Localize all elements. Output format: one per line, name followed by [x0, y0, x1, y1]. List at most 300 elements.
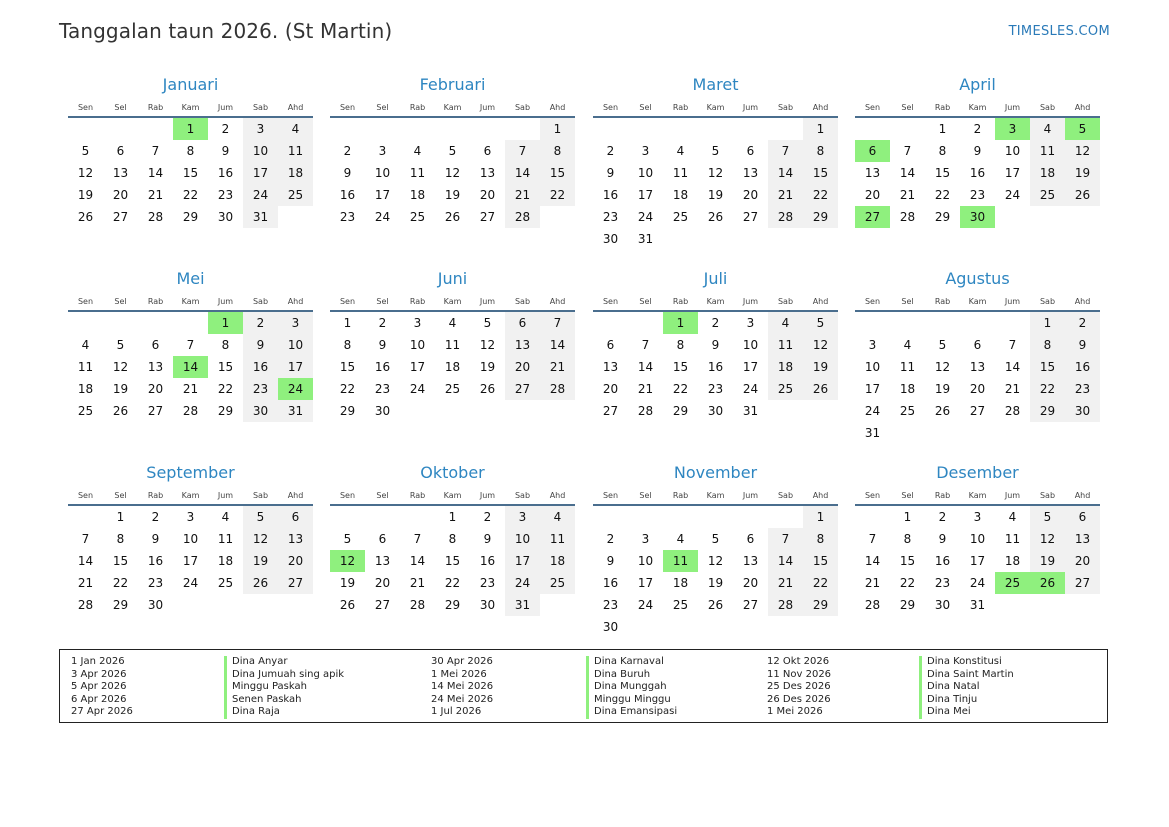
- empty-cell: [593, 118, 628, 140]
- day-cell: 10: [637, 166, 654, 180]
- holiday-day: 25: [995, 572, 1030, 594]
- day-cell: 31: [278, 400, 313, 422]
- holiday-name: Dina Konstitusi: [919, 656, 1014, 669]
- day-cell: 18: [278, 162, 313, 184]
- weekday-label: Kam: [181, 491, 200, 500]
- day-cell: 7: [768, 140, 803, 162]
- day-cell: 14: [77, 554, 94, 568]
- day-cell: 25: [444, 382, 461, 396]
- day-cell: 4: [1008, 510, 1017, 524]
- day-cell: 7: [641, 338, 650, 352]
- day-cell: 1: [803, 118, 838, 140]
- day-cell: 25: [540, 572, 575, 594]
- weekday-label: Sel: [114, 297, 127, 306]
- weekday-label: Sab: [514, 297, 531, 306]
- day-cell: 9: [221, 144, 230, 158]
- day-cell: 19: [707, 188, 724, 202]
- day-cell: 5: [448, 144, 457, 158]
- day-cell: 16: [243, 356, 278, 378]
- day-cell: 5: [243, 506, 278, 528]
- day-cell: 5: [711, 532, 720, 546]
- day-cell: 9: [151, 532, 160, 546]
- holiday-day: 24: [278, 378, 313, 400]
- day-cell: 29: [899, 598, 916, 612]
- day-cell: 31: [637, 232, 654, 246]
- day-cell: 21: [768, 572, 803, 594]
- days-grid: [855, 506, 1100, 616]
- day-cell: 3: [641, 144, 650, 158]
- day-cell: 24: [969, 576, 986, 590]
- day-cell: 21: [1004, 382, 1021, 396]
- day-cell: 3: [378, 144, 387, 158]
- day-cell: 30: [147, 598, 164, 612]
- day-cell: 22: [444, 576, 461, 590]
- empty-cell: [925, 312, 960, 334]
- day-cell: 15: [540, 162, 575, 184]
- weekday-header: [68, 294, 313, 312]
- day-cell: 20: [1065, 550, 1100, 572]
- weekday-label: Sen: [864, 297, 881, 306]
- day-cell: 16: [602, 188, 619, 202]
- day-cell: 22: [1030, 378, 1065, 400]
- holiday-date: 1 Jan 2026: [71, 656, 125, 667]
- weekday-label: Sab: [252, 491, 269, 500]
- empty-cell: [470, 118, 505, 140]
- weekday-header: [593, 294, 838, 312]
- day-cell: 12: [444, 166, 461, 180]
- day-cell: 23: [934, 576, 951, 590]
- month-title: Agustus: [945, 269, 1010, 288]
- holiday-date: 24 Mei 2026: [431, 693, 494, 705]
- day-cell: 10: [243, 140, 278, 162]
- day-cell: 12: [479, 338, 496, 352]
- day-cell: 30: [479, 598, 496, 612]
- day-cell: 23: [969, 188, 986, 202]
- site-link[interactable]: TIMESLES.COM: [1008, 24, 1110, 39]
- weekday-header: [855, 100, 1100, 118]
- day-cell: 26: [339, 598, 356, 612]
- days-grid: [593, 312, 838, 422]
- weekday-label: Kam: [968, 297, 987, 306]
- legend-dates-column: [431, 656, 493, 719]
- holiday-date: 27 Apr 2026: [71, 706, 133, 718]
- day-cell: 14: [409, 554, 426, 568]
- weekday-label: Ahd: [287, 297, 304, 306]
- day-cell: 11: [672, 166, 689, 180]
- day-cell: 24: [637, 210, 654, 224]
- day-cell: 7: [1008, 338, 1017, 352]
- day-cell: 8: [903, 532, 912, 546]
- day-cell: 17: [637, 576, 654, 590]
- weekday-label: Kam: [443, 103, 462, 112]
- weekday-label: Ahd: [812, 103, 829, 112]
- day-cell: 9: [711, 338, 720, 352]
- empty-cell: [68, 506, 103, 528]
- day-cell: 5: [938, 338, 947, 352]
- day-cell: 20: [864, 188, 881, 202]
- day-cell: 26: [77, 210, 94, 224]
- day-cell: 13: [969, 360, 986, 374]
- day-cell: 12: [112, 360, 129, 374]
- day-cell: 5: [116, 338, 125, 352]
- day-cell: 14: [540, 334, 575, 356]
- empty-cell: [733, 118, 768, 140]
- day-cell: 18: [1004, 554, 1021, 568]
- holiday-name: Senen Paskah: [224, 694, 344, 707]
- day-cell: 22: [182, 188, 199, 202]
- day-cell: 27: [1065, 572, 1100, 594]
- day-cell: 12: [803, 334, 838, 356]
- holiday-name: Dina Saint Martin: [919, 669, 1014, 682]
- weekday-label: Ahd: [1074, 297, 1091, 306]
- day-cell: 19: [934, 382, 951, 396]
- day-cell: 15: [803, 550, 838, 572]
- weekday-label: Rab: [409, 103, 426, 112]
- day-cell: 12: [243, 528, 278, 550]
- day-cell: 21: [505, 184, 540, 206]
- holiday-day: 1: [663, 312, 698, 334]
- day-cell: 28: [1004, 404, 1021, 418]
- day-cell: 2: [606, 532, 615, 546]
- day-cell: 1: [938, 122, 947, 136]
- day-cell: 28: [768, 206, 803, 228]
- day-cell: 16: [374, 360, 391, 374]
- weekday-label: Rab: [147, 103, 164, 112]
- day-cell: 29: [934, 210, 951, 224]
- empty-cell: [628, 118, 663, 140]
- holiday-date: 3 Apr 2026: [71, 668, 127, 680]
- day-cell: 18: [217, 554, 234, 568]
- day-cell: 16: [1065, 356, 1100, 378]
- day-cell: 3: [746, 316, 755, 330]
- weekday-label: Rab: [672, 491, 689, 500]
- day-cell: 4: [903, 338, 912, 352]
- day-cell: 18: [444, 360, 461, 374]
- day-cell: 2: [243, 312, 278, 334]
- day-cell: 2: [483, 510, 492, 524]
- day-cell: 30: [217, 210, 234, 224]
- day-cell: 16: [707, 360, 724, 374]
- empty-cell: [593, 312, 628, 334]
- day-cell: 23: [243, 378, 278, 400]
- day-cell: 3: [186, 510, 195, 524]
- day-cell: 9: [973, 144, 982, 158]
- day-cell: 3: [278, 312, 313, 334]
- weekday-label: Jum: [1004, 103, 1021, 112]
- month-title: Maret: [692, 75, 739, 94]
- weekday-label: Sen: [77, 491, 94, 500]
- day-cell: 24: [505, 572, 540, 594]
- days-grid: [330, 506, 575, 616]
- legend-names-column: [919, 656, 1014, 719]
- holiday-day: 1: [208, 312, 243, 334]
- weekday-label: Sen: [339, 103, 356, 112]
- day-cell: 9: [938, 532, 947, 546]
- day-cell: 30: [1065, 400, 1100, 422]
- holiday-date: 14 Mei 2026: [431, 681, 494, 693]
- day-cell: 6: [973, 338, 982, 352]
- day-cell: 24: [742, 382, 759, 396]
- holiday-day: 27: [855, 206, 890, 228]
- day-cell: 5: [803, 312, 838, 334]
- weekday-label: Jum: [1004, 491, 1021, 500]
- month-november: [593, 458, 838, 638]
- month-desember: [855, 458, 1100, 616]
- day-cell: 5: [343, 532, 352, 546]
- day-cell: 9: [343, 166, 352, 180]
- weekday-label: Jum: [479, 491, 496, 500]
- day-cell: 1: [803, 506, 838, 528]
- day-cell: 29: [217, 404, 234, 418]
- day-cell: 16: [602, 576, 619, 590]
- month-juni: [330, 264, 575, 422]
- day-cell: 6: [746, 144, 755, 158]
- weekday-label: Jum: [742, 491, 759, 500]
- weekday-header: [330, 294, 575, 312]
- day-cell: 20: [479, 188, 496, 202]
- holiday-date: 1 Mei 2026: [767, 706, 823, 718]
- weekday-label: Kam: [968, 103, 987, 112]
- weekday-label: Sen: [339, 491, 356, 500]
- day-cell: 28: [77, 598, 94, 612]
- day-cell: 18: [540, 550, 575, 572]
- empty-cell: [628, 506, 663, 528]
- weekday-label: Jum: [217, 103, 234, 112]
- day-cell: 28: [182, 404, 199, 418]
- day-cell: 8: [803, 140, 838, 162]
- day-cell: 25: [77, 404, 94, 418]
- legend-names-column: [586, 656, 677, 719]
- weekday-label: Jum: [742, 103, 759, 112]
- day-cell: 11: [444, 338, 461, 352]
- month-title: Desember: [936, 463, 1019, 482]
- weekday-label: Ahd: [549, 491, 566, 500]
- weekday-header: [855, 294, 1100, 312]
- day-cell: 5: [483, 316, 492, 330]
- day-cell: 22: [217, 382, 234, 396]
- empty-cell: [628, 312, 663, 334]
- day-cell: 2: [938, 510, 947, 524]
- weekday-label: Sab: [777, 103, 794, 112]
- day-cell: 8: [448, 532, 457, 546]
- day-cell: 11: [217, 532, 234, 546]
- day-cell: 20: [278, 550, 313, 572]
- weekday-label: Ahd: [812, 297, 829, 306]
- day-cell: 10: [278, 334, 313, 356]
- day-cell: 30: [934, 598, 951, 612]
- day-cell: 24: [243, 184, 278, 206]
- day-cell: 27: [742, 598, 759, 612]
- holiday-date: 26 Des 2026: [767, 693, 831, 705]
- empty-cell: [68, 312, 103, 334]
- empty-cell: [768, 118, 803, 140]
- day-cell: 8: [186, 144, 195, 158]
- weekday-label: Sab: [514, 491, 531, 500]
- day-cell: 22: [803, 184, 838, 206]
- weekday-label: Sel: [901, 297, 914, 306]
- day-cell: 19: [112, 382, 129, 396]
- weekday-label: Sel: [901, 103, 914, 112]
- day-cell: 19: [1065, 162, 1100, 184]
- empty-cell: [365, 118, 400, 140]
- day-cell: 11: [540, 528, 575, 550]
- weekday-label: Rab: [672, 297, 689, 306]
- day-cell: 18: [672, 188, 689, 202]
- day-cell: 24: [409, 382, 426, 396]
- day-cell: 28: [409, 598, 426, 612]
- weekday-label: Rab: [934, 297, 951, 306]
- weekday-label: Sab: [252, 297, 269, 306]
- day-cell: 21: [409, 576, 426, 590]
- empty-cell: [365, 506, 400, 528]
- day-cell: 17: [409, 360, 426, 374]
- holiday-date: 1 Mei 2026: [431, 668, 487, 680]
- day-cell: 22: [899, 576, 916, 590]
- day-cell: 22: [803, 572, 838, 594]
- day-cell: 3: [413, 316, 422, 330]
- day-cell: 13: [602, 360, 619, 374]
- day-cell: 23: [374, 382, 391, 396]
- day-cell: 25: [217, 576, 234, 590]
- day-cell: 13: [374, 554, 391, 568]
- day-cell: 3: [641, 532, 650, 546]
- weekday-label: Sel: [639, 491, 652, 500]
- month-title: Juli: [703, 269, 728, 288]
- empty-cell: [733, 506, 768, 528]
- day-cell: 13: [864, 166, 881, 180]
- day-cell: 7: [151, 144, 160, 158]
- days-grid: [593, 506, 838, 638]
- holiday-day: 5: [1065, 118, 1100, 140]
- day-cell: 17: [505, 550, 540, 572]
- day-cell: 25: [768, 378, 803, 400]
- day-cell: 23: [707, 382, 724, 396]
- weekday-label: Kam: [968, 491, 987, 500]
- weekday-label: Ahd: [549, 103, 566, 112]
- day-cell: 23: [1065, 378, 1100, 400]
- weekday-header: [68, 100, 313, 118]
- holiday-date: 30 Apr 2026: [431, 656, 493, 667]
- day-cell: 21: [637, 382, 654, 396]
- day-cell: 4: [278, 118, 313, 140]
- day-cell: 26: [479, 382, 496, 396]
- holiday-date: 5 Apr 2026: [71, 681, 127, 693]
- holiday-day: 6: [855, 140, 890, 162]
- day-cell: 24: [864, 404, 881, 418]
- empty-cell: [855, 312, 890, 334]
- holiday-name: Dina Tinju: [919, 694, 1014, 707]
- day-cell: 4: [81, 338, 90, 352]
- day-cell: 1: [343, 316, 352, 330]
- weekday-label: Rab: [409, 491, 426, 500]
- day-cell: 18: [768, 356, 803, 378]
- day-cell: 27: [374, 598, 391, 612]
- day-cell: 11: [899, 360, 916, 374]
- day-cell: 29: [112, 598, 129, 612]
- weekday-label: Ahd: [812, 491, 829, 500]
- holiday-name: Dina Jumuah sing apik: [224, 669, 344, 682]
- day-cell: 10: [409, 338, 426, 352]
- day-cell: 20: [742, 576, 759, 590]
- day-cell: 13: [1065, 528, 1100, 550]
- day-cell: 6: [505, 312, 540, 334]
- holiday-name: Dina Karnaval: [586, 656, 677, 669]
- day-cell: 10: [374, 166, 391, 180]
- day-cell: 13: [147, 360, 164, 374]
- day-cell: 23: [147, 576, 164, 590]
- page-title: Tanggalan taun 2026. (St Martin): [59, 19, 393, 43]
- holiday-date: 11 Nov 2026: [767, 668, 832, 680]
- day-cell: 19: [479, 360, 496, 374]
- day-cell: 3: [243, 118, 278, 140]
- day-cell: 8: [343, 338, 352, 352]
- day-cell: 31: [505, 594, 540, 616]
- empty-cell: [330, 118, 365, 140]
- empty-cell: [698, 506, 733, 528]
- empty-cell: [855, 118, 890, 140]
- weekday-label: Sen: [864, 103, 881, 112]
- month-title: April: [959, 75, 996, 94]
- day-cell: 25: [899, 404, 916, 418]
- day-cell: 7: [540, 312, 575, 334]
- day-cell: 5: [81, 144, 90, 158]
- holiday-name: Dina Anyar: [224, 656, 344, 669]
- day-cell: 25: [278, 184, 313, 206]
- day-cell: 10: [505, 528, 540, 550]
- day-cell: 6: [606, 338, 615, 352]
- day-cell: 7: [768, 528, 803, 550]
- day-cell: 19: [77, 188, 94, 202]
- day-cell: 7: [505, 140, 540, 162]
- holiday-day: 12: [330, 550, 365, 572]
- weekday-header: [593, 488, 838, 506]
- day-cell: 7: [186, 338, 195, 352]
- holiday-name: Dina Buruh: [586, 669, 677, 682]
- weekday-label: Kam: [706, 491, 725, 500]
- legend-names-column: [224, 656, 344, 719]
- weekday-label: Sel: [376, 491, 389, 500]
- month-title: Januari: [162, 75, 219, 94]
- day-cell: 17: [278, 356, 313, 378]
- day-cell: 19: [339, 576, 356, 590]
- empty-cell: [890, 312, 925, 334]
- holiday-name: Dina Natal: [919, 681, 1014, 694]
- month-oktober: [330, 458, 575, 616]
- day-cell: 17: [374, 188, 391, 202]
- day-cell: 10: [969, 532, 986, 546]
- days-grid: [330, 118, 575, 228]
- weekday-label: Sel: [376, 297, 389, 306]
- weekday-label: Jum: [1004, 297, 1021, 306]
- day-cell: 4: [413, 144, 422, 158]
- day-cell: 15: [934, 166, 951, 180]
- day-cell: 27: [278, 572, 313, 594]
- empty-cell: [68, 118, 103, 140]
- day-cell: 27: [969, 404, 986, 418]
- day-cell: 14: [864, 554, 881, 568]
- day-cell: 17: [864, 382, 881, 396]
- weekday-header: [330, 100, 575, 118]
- month-maret: [593, 70, 838, 250]
- day-cell: 21: [77, 576, 94, 590]
- empty-cell: [435, 118, 470, 140]
- day-cell: 23: [339, 210, 356, 224]
- day-cell: 31: [243, 206, 278, 228]
- day-cell: 1: [540, 118, 575, 140]
- weekday-label: Sen: [602, 491, 619, 500]
- day-cell: 5: [711, 144, 720, 158]
- day-cell: 26: [803, 378, 838, 400]
